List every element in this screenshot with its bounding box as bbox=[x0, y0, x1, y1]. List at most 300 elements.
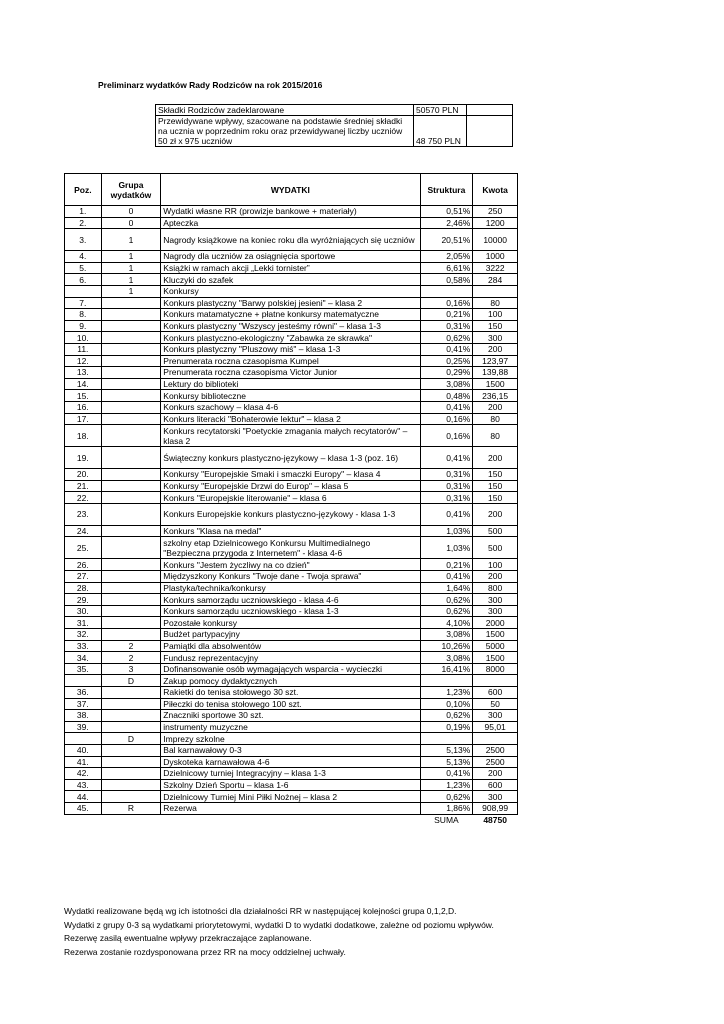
cell-kwota: 8000 bbox=[473, 663, 518, 675]
cell-opis: Konkurs plastyczny "Pluszowy miś" – klasa 1-3 bbox=[161, 343, 420, 355]
table-row bbox=[65, 710, 518, 722]
cell-opis: Konkurs samorządu uczniowskiego - klasa 4-6 bbox=[161, 594, 420, 606]
table-row bbox=[65, 675, 518, 687]
table-row bbox=[65, 262, 518, 274]
cell-opis: Książki w ramach akcji „Lekki tornister” bbox=[161, 262, 420, 274]
cell-struktura: 0,21% bbox=[420, 559, 473, 571]
cell-kwota: 5000 bbox=[473, 640, 518, 652]
cell-kwota: 10000 bbox=[473, 229, 518, 251]
cell-kwota: 250 bbox=[473, 206, 518, 218]
table-row bbox=[65, 343, 518, 355]
budget-row bbox=[156, 116, 513, 147]
cell-kwota: 200 bbox=[473, 401, 518, 413]
cell-kwota: 2500 bbox=[473, 756, 518, 768]
cell-struktura: 0,31% bbox=[420, 480, 473, 492]
cell-struktura: 0,29% bbox=[420, 367, 473, 379]
cell-struktura: 0,51% bbox=[420, 206, 473, 218]
cell-grupa: D bbox=[101, 733, 161, 745]
cell-struktura: 0,41% bbox=[420, 343, 473, 355]
cell-grupa: 2 bbox=[101, 652, 161, 664]
cell-struktura: 0,41% bbox=[420, 768, 473, 780]
table-row bbox=[65, 629, 518, 641]
table-row bbox=[65, 206, 518, 218]
cell-poz bbox=[65, 675, 102, 687]
table-row bbox=[65, 480, 518, 492]
header-grupa: Grupa wydatków bbox=[101, 174, 161, 206]
table-row bbox=[65, 698, 518, 710]
cell-grupa bbox=[101, 582, 161, 594]
table-row bbox=[65, 367, 518, 379]
cell-poz: 31. bbox=[65, 617, 102, 629]
table-row bbox=[65, 605, 518, 617]
cell-grupa bbox=[101, 480, 161, 492]
cell-grupa bbox=[101, 571, 161, 583]
cell-struktura: 0,10% bbox=[420, 698, 473, 710]
cell-grupa bbox=[101, 756, 161, 768]
cell-kwota: 200 bbox=[473, 768, 518, 780]
table-row bbox=[65, 447, 518, 469]
table-row bbox=[65, 355, 518, 367]
table-row bbox=[65, 217, 518, 229]
table-row bbox=[65, 768, 518, 780]
cell-grupa bbox=[101, 744, 161, 756]
cell-kwota: 300 bbox=[473, 594, 518, 606]
cell-struktura: 3,08% bbox=[420, 652, 473, 664]
cell-struktura: 0,58% bbox=[420, 274, 473, 286]
cell-kwota bbox=[473, 733, 518, 745]
table-row bbox=[65, 413, 518, 425]
cell-poz: 2. bbox=[65, 217, 102, 229]
cell-opis: szkolny etap Dzielnicowego Konkursu Multimedialnego "Bezpieczna przygoda z Internetem" - klasa 4-6 bbox=[161, 537, 420, 559]
cell-grupa bbox=[101, 710, 161, 722]
cell-opis: Nagrody książkowe na koniec roku dla wyróżniających się uczniów bbox=[161, 229, 420, 251]
note-line: Wydatki realizowane będą wg ich istotności dla działalności RR w następującej kolejności grupa 0,1,2,D. bbox=[64, 906, 457, 916]
cell-grupa bbox=[101, 768, 161, 780]
cell-poz: 39. bbox=[65, 721, 102, 733]
table-row bbox=[65, 390, 518, 402]
table-row bbox=[65, 640, 518, 652]
cell-kwota: 908,99 bbox=[473, 802, 518, 814]
table-row bbox=[65, 571, 518, 583]
cell-kwota bbox=[473, 285, 518, 297]
cell-poz: 19. bbox=[65, 447, 102, 469]
header-kwota: Kwota bbox=[473, 174, 518, 206]
budget-value: 48 750 PLN bbox=[414, 116, 467, 147]
cell-poz: 4. bbox=[65, 251, 102, 263]
cell-opis: Konkurs samorządu uczniowskiego - klasa 1-3 bbox=[161, 605, 420, 617]
cell-struktura: 5,13% bbox=[420, 756, 473, 768]
cell-opis: Konkursy "Europejskie Smaki i smaczki Europy" – klasa 4 bbox=[161, 469, 420, 481]
cell-opis: Konkurs plastyczno-ekologiczny "Zabawka ze skrawka" bbox=[161, 332, 420, 344]
cell-opis: Prenumerata roczna czasopisma Kumpel bbox=[161, 355, 420, 367]
cell-kwota: 500 bbox=[473, 525, 518, 537]
cell-opis: Kluczyki do szafek bbox=[161, 274, 420, 286]
cell-poz: 40. bbox=[65, 744, 102, 756]
cell-kwota: 80 bbox=[473, 297, 518, 309]
cell-poz: 25. bbox=[65, 537, 102, 559]
cell-poz: 41. bbox=[65, 756, 102, 768]
cell-poz: 36. bbox=[65, 687, 102, 699]
cell-poz: 38. bbox=[65, 710, 102, 722]
cell-kwota: 300 bbox=[473, 332, 518, 344]
cell-grupa bbox=[101, 378, 161, 390]
cell-grupa bbox=[101, 447, 161, 469]
cell-opis: Konkurs "Klasa na medal" bbox=[161, 525, 420, 537]
table-row bbox=[65, 274, 518, 286]
cell-struktura: 5,13% bbox=[420, 744, 473, 756]
note-line: Rezerwę zasilą ewentualne wpływy przekraczające zaplanowane. bbox=[64, 933, 312, 943]
cell-grupa bbox=[101, 687, 161, 699]
cell-opis: Dyskoteka karnawałowa 4-6 bbox=[161, 756, 420, 768]
cell-grupa bbox=[101, 791, 161, 803]
cell-struktura: 3,08% bbox=[420, 378, 473, 390]
cell-poz: 45. bbox=[65, 802, 102, 814]
cell-opis: Pamiątki dla absolwentów bbox=[161, 640, 420, 652]
cell-poz: 12. bbox=[65, 355, 102, 367]
cell-opis: Konkurs szachowy – klasa 4-6 bbox=[161, 401, 420, 413]
cell-poz: 21. bbox=[65, 480, 102, 492]
table-row bbox=[65, 733, 518, 745]
cell-struktura: 16,41% bbox=[420, 663, 473, 675]
cell-grupa bbox=[101, 309, 161, 321]
cell-opis: Konkurs recytatorski "Poetyckie zmagania małych recytatorów" – klasa 2 bbox=[161, 425, 420, 447]
cell-struktura bbox=[420, 733, 473, 745]
cell-grupa bbox=[101, 413, 161, 425]
table-row bbox=[65, 525, 518, 537]
table-row bbox=[65, 594, 518, 606]
cell-grupa bbox=[101, 492, 161, 504]
table-row bbox=[65, 537, 518, 559]
cell-poz: 29. bbox=[65, 594, 102, 606]
cell-kwota: 1500 bbox=[473, 652, 518, 664]
notes bbox=[64, 905, 494, 959]
header-struktura: Struktura bbox=[420, 174, 473, 206]
budget-empty-cell bbox=[466, 116, 512, 147]
cell-struktura: 2,46% bbox=[420, 217, 473, 229]
cell-poz: 6. bbox=[65, 274, 102, 286]
cell-kwota: 150 bbox=[473, 492, 518, 504]
cell-grupa bbox=[101, 698, 161, 710]
cell-poz: 9. bbox=[65, 320, 102, 332]
cell-opis: Imprezy szkolne bbox=[161, 733, 420, 745]
cell-poz: 44. bbox=[65, 791, 102, 803]
cell-struktura: 1,86% bbox=[420, 802, 473, 814]
cell-opis: Plastyka/technika/konkursy bbox=[161, 582, 420, 594]
cell-struktura: 1,03% bbox=[420, 525, 473, 537]
cell-poz: 10. bbox=[65, 332, 102, 344]
table-row bbox=[65, 425, 518, 447]
cell-opis: Lektury do biblioteki bbox=[161, 378, 420, 390]
cell-poz: 16. bbox=[65, 401, 102, 413]
cell-kwota: 1000 bbox=[473, 251, 518, 263]
cell-opis: Świąteczny konkurs plastyczno-językowy – klasa 1-3 (poz. 16) bbox=[161, 447, 420, 469]
cell-kwota: 95,01 bbox=[473, 721, 518, 733]
table-row bbox=[65, 652, 518, 664]
cell-grupa bbox=[101, 343, 161, 355]
summary-row bbox=[65, 814, 518, 825]
cell-opis: Konkursy "Europejskie Drzwi do Europ" – klasa 5 bbox=[161, 480, 420, 492]
cell-poz: 26. bbox=[65, 559, 102, 571]
cell-poz: 5. bbox=[65, 262, 102, 274]
budget-row bbox=[156, 105, 513, 116]
cell-opis: Konkurs "Europejskie literowanie" – klasa 6 bbox=[161, 492, 420, 504]
cell-opis: Konkurs "Jestem życzliwy na co dzień" bbox=[161, 559, 420, 571]
table-row bbox=[65, 663, 518, 675]
cell-kwota: 2000 bbox=[473, 617, 518, 629]
cell-struktura: 0,62% bbox=[420, 594, 473, 606]
table-row bbox=[65, 559, 518, 571]
header-wydatki: WYDATKI bbox=[161, 174, 420, 206]
cell-struktura: 4,10% bbox=[420, 617, 473, 629]
cell-opis: Konkurs plastyczny "Wszyscy jesteśmy równi" – klasa 1-3 bbox=[161, 320, 420, 332]
cell-grupa: 0 bbox=[101, 217, 161, 229]
cell-kwota: 500 bbox=[473, 537, 518, 559]
cell-opis: instrumenty muzyczne bbox=[161, 721, 420, 733]
cell-struktura: 20,51% bbox=[420, 229, 473, 251]
cell-grupa: D bbox=[101, 675, 161, 687]
cell-kwota: 200 bbox=[473, 343, 518, 355]
cell-kwota: 150 bbox=[473, 320, 518, 332]
cell-struktura: 0,31% bbox=[420, 469, 473, 481]
cell-struktura bbox=[420, 285, 473, 297]
cell-grupa bbox=[101, 779, 161, 791]
table-row bbox=[65, 297, 518, 309]
summary-empty-cell bbox=[161, 814, 420, 825]
cell-opis: Konkursy biblioteczne bbox=[161, 390, 420, 402]
cell-kwota: 236,15 bbox=[473, 390, 518, 402]
cell-opis: Konkurs matamatyczne + płatne konkursy matematyczne bbox=[161, 309, 420, 321]
expenses-table bbox=[64, 173, 518, 825]
cell-grupa bbox=[101, 367, 161, 379]
cell-kwota: 300 bbox=[473, 710, 518, 722]
table-row bbox=[65, 320, 518, 332]
summary-empty-cell bbox=[65, 814, 102, 825]
cell-poz: 33. bbox=[65, 640, 102, 652]
cell-struktura: 6,61% bbox=[420, 262, 473, 274]
table-row bbox=[65, 332, 518, 344]
cell-grupa: 1 bbox=[101, 262, 161, 274]
table-row bbox=[65, 744, 518, 756]
cell-poz: 27. bbox=[65, 571, 102, 583]
cell-opis: Rezerwa bbox=[161, 802, 420, 814]
cell-struktura: 0,62% bbox=[420, 791, 473, 803]
cell-kwota: 600 bbox=[473, 779, 518, 791]
cell-grupa: 1 bbox=[101, 285, 161, 297]
cell-grupa: 0 bbox=[101, 206, 161, 218]
table-row bbox=[65, 721, 518, 733]
cell-poz: 32. bbox=[65, 629, 102, 641]
expenses-body bbox=[65, 206, 518, 826]
cell-kwota: 200 bbox=[473, 571, 518, 583]
cell-poz: 7. bbox=[65, 297, 102, 309]
budget-label: Składki Rodziców zadeklarowane bbox=[156, 105, 414, 116]
cell-kwota: 100 bbox=[473, 309, 518, 321]
cell-poz: 24. bbox=[65, 525, 102, 537]
cell-poz: 20. bbox=[65, 469, 102, 481]
cell-struktura: 2,05% bbox=[420, 251, 473, 263]
cell-kwota: 150 bbox=[473, 469, 518, 481]
cell-struktura: 0,19% bbox=[420, 721, 473, 733]
table-row bbox=[65, 617, 518, 629]
cell-poz: 30. bbox=[65, 605, 102, 617]
cell-struktura: 0,41% bbox=[420, 503, 473, 525]
cell-kwota: 150 bbox=[473, 480, 518, 492]
cell-kwota: 300 bbox=[473, 791, 518, 803]
cell-grupa bbox=[101, 537, 161, 559]
cell-grupa bbox=[101, 629, 161, 641]
cell-grupa: 3 bbox=[101, 663, 161, 675]
cell-poz: 17. bbox=[65, 413, 102, 425]
document-title: Preliminarz wydatków Rady Rodziców na rok 2015/2016 bbox=[98, 80, 323, 90]
cell-grupa bbox=[101, 469, 161, 481]
cell-kwota: 200 bbox=[473, 447, 518, 469]
table-row bbox=[65, 251, 518, 263]
cell-struktura: 0,16% bbox=[420, 413, 473, 425]
note-line: Rezerwa zostanie rozdysponowana przez RR na mocy oddzielnej uchwały. bbox=[64, 946, 346, 957]
table-row bbox=[65, 791, 518, 803]
cell-kwota: 80 bbox=[473, 425, 518, 447]
cell-poz: 14. bbox=[65, 378, 102, 390]
cell-opis: Znaczniki sportowe 30 szt. bbox=[161, 710, 420, 722]
cell-kwota: 1500 bbox=[473, 378, 518, 390]
cell-kwota: 100 bbox=[473, 559, 518, 571]
cell-grupa bbox=[101, 332, 161, 344]
cell-poz: 3. bbox=[65, 229, 102, 251]
cell-kwota: 2500 bbox=[473, 744, 518, 756]
cell-opis: Szkolny Dzień Sportu – klasa 1-6 bbox=[161, 779, 420, 791]
cell-kwota: 200 bbox=[473, 503, 518, 525]
cell-struktura: 0,31% bbox=[420, 492, 473, 504]
expenses-header-row bbox=[65, 174, 518, 206]
cell-opis: Apteczka bbox=[161, 217, 420, 229]
cell-opis: Zakup pomocy dydaktycznych bbox=[161, 675, 420, 687]
cell-grupa bbox=[101, 503, 161, 525]
cell-kwota bbox=[473, 675, 518, 687]
cell-grupa: 2 bbox=[101, 640, 161, 652]
cell-kwota: 123,97 bbox=[473, 355, 518, 367]
cell-poz: 42. bbox=[65, 768, 102, 780]
cell-struktura: 0,62% bbox=[420, 605, 473, 617]
cell-struktura: 0,41% bbox=[420, 447, 473, 469]
budget-table bbox=[155, 104, 513, 147]
cell-grupa bbox=[101, 401, 161, 413]
cell-poz: 23. bbox=[65, 503, 102, 525]
table-row bbox=[65, 229, 518, 251]
cell-kwota: 1500 bbox=[473, 629, 518, 641]
cell-grupa: 1 bbox=[101, 229, 161, 251]
cell-struktura: 0,16% bbox=[420, 425, 473, 447]
table-row bbox=[65, 779, 518, 791]
table-row bbox=[65, 756, 518, 768]
note-line: Wydatki z grupy 0-3 są wydatkami priorytetowymi, wydatki D to wydatki dodatkowe, zależne od poziomu wpływów. bbox=[64, 919, 494, 930]
cell-grupa bbox=[101, 559, 161, 571]
table-row bbox=[65, 309, 518, 321]
cell-kwota: 3222 bbox=[473, 262, 518, 274]
cell-grupa: 1 bbox=[101, 251, 161, 263]
cell-poz: 18. bbox=[65, 425, 102, 447]
cell-kwota: 300 bbox=[473, 605, 518, 617]
cell-poz: 15. bbox=[65, 390, 102, 402]
cell-opis: Pozostałe konkursy bbox=[161, 617, 420, 629]
cell-poz: 11. bbox=[65, 343, 102, 355]
cell-opis: Nagrody dla uczniów za osiągnięcia sportowe bbox=[161, 251, 420, 263]
cell-poz: 13. bbox=[65, 367, 102, 379]
cell-kwota: 139,88 bbox=[473, 367, 518, 379]
cell-poz bbox=[65, 285, 102, 297]
table-row bbox=[65, 492, 518, 504]
cell-struktura: 0,16% bbox=[420, 297, 473, 309]
cell-struktura: 0,25% bbox=[420, 355, 473, 367]
cell-opis: Fundusz reprezentacyjny bbox=[161, 652, 420, 664]
cell-struktura: 0,31% bbox=[420, 320, 473, 332]
table-row bbox=[65, 582, 518, 594]
cell-struktura: 0,48% bbox=[420, 390, 473, 402]
cell-opis: Konkurs literacki "Bohaterowie lektur" – klasa 2 bbox=[161, 413, 420, 425]
budget-value: 50570 PLN bbox=[414, 105, 467, 116]
cell-opis: Konkurs plastyczny "Barwy polskiej jesieni" – klasa 2 bbox=[161, 297, 420, 309]
cell-struktura: 1,23% bbox=[420, 779, 473, 791]
cell-grupa bbox=[101, 297, 161, 309]
cell-grupa: 1 bbox=[101, 274, 161, 286]
cell-poz bbox=[65, 733, 102, 745]
cell-opis: Rakietki do tenisa stołowego 30 szt. bbox=[161, 687, 420, 699]
summary-label: SUMA bbox=[434, 814, 459, 825]
cell-opis: Bal karnawałowy 0-3 bbox=[161, 744, 420, 756]
cell-struktura: 10,26% bbox=[420, 640, 473, 652]
cell-opis: Wydatki własne RR (prowizje bankowe + materiały) bbox=[161, 206, 420, 218]
cell-poz: 28. bbox=[65, 582, 102, 594]
cell-struktura: 0,41% bbox=[420, 401, 473, 413]
cell-grupa bbox=[101, 320, 161, 332]
cell-grupa bbox=[101, 355, 161, 367]
cell-grupa bbox=[101, 390, 161, 402]
table-row bbox=[65, 378, 518, 390]
cell-kwota: 1200 bbox=[473, 217, 518, 229]
budget-empty-cell bbox=[466, 105, 512, 116]
table-row bbox=[65, 401, 518, 413]
cell-poz: 37. bbox=[65, 698, 102, 710]
cell-kwota: 284 bbox=[473, 274, 518, 286]
cell-struktura bbox=[420, 675, 473, 687]
cell-opis: Dofinansowanie osób wymagających wsparcia - wycieczki bbox=[161, 663, 420, 675]
cell-struktura: 0,21% bbox=[420, 309, 473, 321]
cell-poz: 43. bbox=[65, 779, 102, 791]
summary-value: 48750 bbox=[483, 814, 507, 825]
cell-struktura: 0,41% bbox=[420, 571, 473, 583]
cell-opis: Budżet partypacyjny bbox=[161, 629, 420, 641]
cell-kwota: 800 bbox=[473, 582, 518, 594]
table-row bbox=[65, 802, 518, 814]
cell-opis: Prenumerata roczna czasopisma Victor Junior bbox=[161, 367, 420, 379]
cell-poz: 8. bbox=[65, 309, 102, 321]
header-poz: Poz. bbox=[65, 174, 102, 206]
budget-label: Przewidywane wpływy, szacowane na podstawie średniej składki na ucznia w poprzednim roku oraz przewidywanej liczby uczniów 50 zł x 975 uczniów bbox=[156, 116, 414, 147]
table-row bbox=[65, 469, 518, 481]
cell-grupa bbox=[101, 721, 161, 733]
table-row bbox=[65, 503, 518, 525]
cell-kwota: 80 bbox=[473, 413, 518, 425]
cell-opis: Międzyszkony Konkurs "Twoje dane - Twoja sprawa" bbox=[161, 571, 420, 583]
cell-opis: Konkurs Europejskie konkurs plastyczno-językowy - klasa 1-3 bbox=[161, 503, 420, 525]
cell-kwota: 600 bbox=[473, 687, 518, 699]
cell-struktura: 3,08% bbox=[420, 629, 473, 641]
summary-empty-cell bbox=[101, 814, 161, 825]
cell-struktura: 1,03% bbox=[420, 537, 473, 559]
cell-struktura: 1,23% bbox=[420, 687, 473, 699]
cell-poz: 35. bbox=[65, 663, 102, 675]
cell-poz: 22. bbox=[65, 492, 102, 504]
cell-struktura: 0,62% bbox=[420, 332, 473, 344]
